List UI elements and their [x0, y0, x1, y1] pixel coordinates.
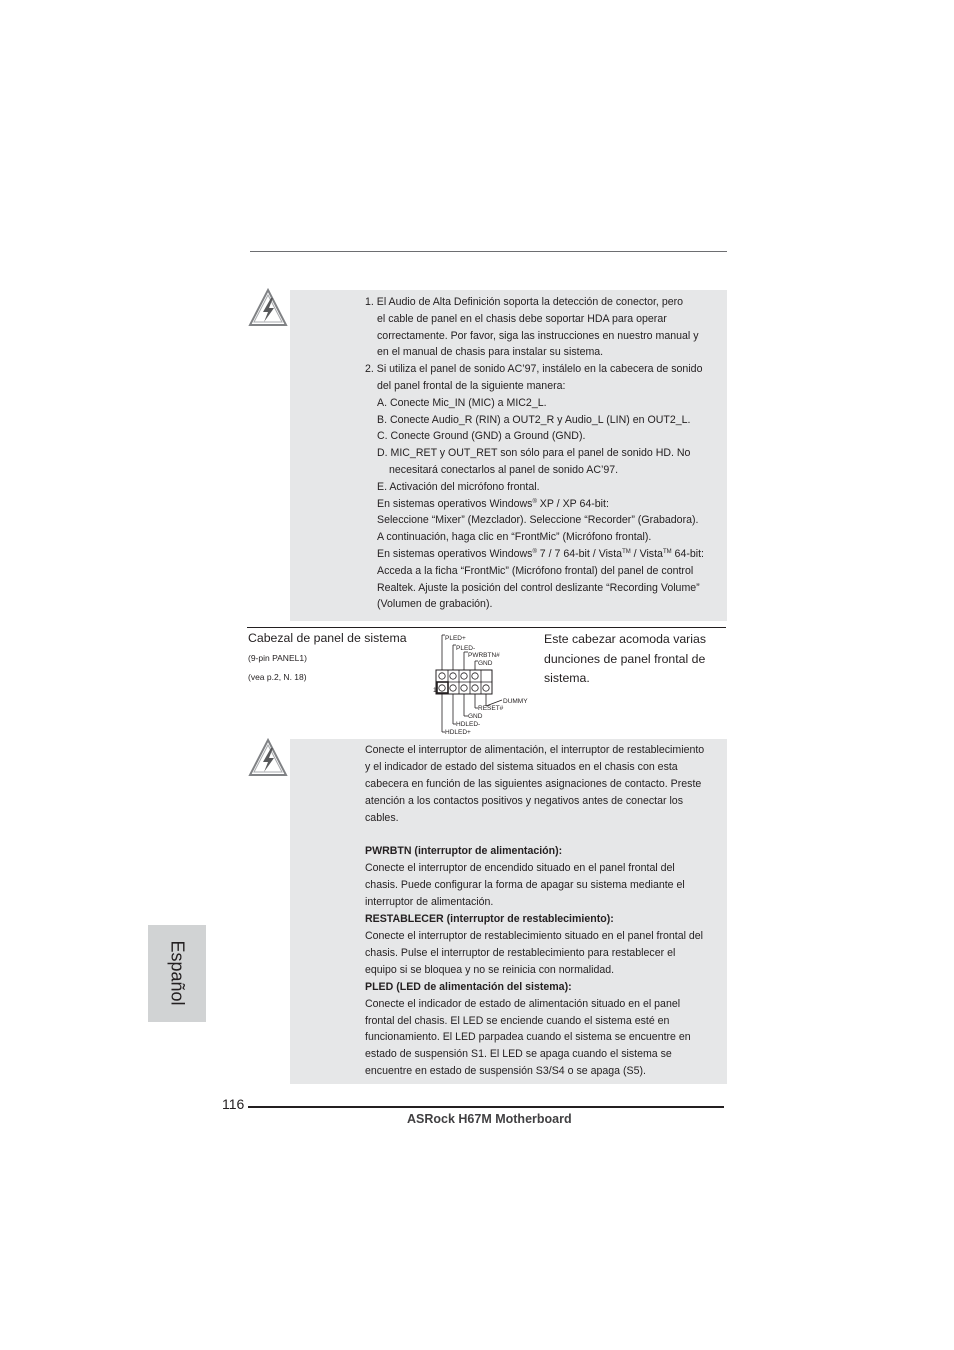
pin-label-hdled-minus: HDLED-: [456, 721, 481, 728]
pin-label-dummy: DUMMY: [503, 698, 528, 705]
note-line: encuentre en estado de suspensión S3/S4 o se apaga (S5).: [365, 1065, 646, 1078]
note-line: Conecte el indicador de estado de alimentación situado en el panel: [365, 997, 681, 1010]
note-line: en el manual de chasis para instalar su sistema.: [377, 346, 604, 359]
win7-mid: 7 / 7 64-bit / Vista: [536, 547, 623, 560]
win-xp-line: [365, 496, 725, 513]
note-line: D. MIC_RET y OUT_RET son sólo para el panel de sonido HD. No: [377, 447, 691, 460]
note-line: Conecte el interruptor de restablecimiento situado en el panel frontal del: [365, 929, 704, 942]
pin-label-gnd-top: GND: [478, 660, 493, 667]
win7-prefix: En sistemas operativos Windows: [377, 547, 533, 560]
note-line: del panel frontal de la siguiente manera:: [377, 379, 566, 392]
pin-label-pwrbtn: PWRBTN#: [468, 652, 500, 659]
note-line: cabecera en función de las siguientes asignaciones de contacto. Preste: [365, 777, 702, 790]
section-rule: [247, 627, 726, 628]
note-line: atención a los contactos positivos y negativos antes de conectar los: [365, 794, 683, 807]
note-line: y el indicador de estado del sistema situados en el chasis con esta: [365, 760, 678, 773]
note-line: chasis. Puede configurar la forma de apagar su sistema mediante el: [365, 879, 685, 892]
trademark-mark: TM: [662, 548, 672, 555]
note-line: Conecte el interruptor de encendido situado en el panel frontal del: [365, 862, 675, 875]
audio-note-text: [365, 294, 725, 613]
trademark-mark: TM: [622, 548, 631, 555]
top-rule: [250, 251, 727, 252]
note-line: necesitará conectarlos al panel de sonido AC’97.: [389, 463, 619, 476]
reset-title: RESTABLECER (interruptor de restablecimiento):: [365, 913, 614, 926]
warning-icon: [248, 288, 288, 328]
win7-line: [365, 546, 725, 563]
note-line: estado de suspensión S1. El LED se apaga cuando el sistema se: [365, 1048, 672, 1061]
header-title: Cabezal de panel de sistema: [248, 631, 407, 645]
language-label: Español: [167, 940, 188, 1006]
note-line: el cable de panel en el chasis debe soportar HDA para operar: [377, 312, 667, 325]
note-line: A. Conecte Mic_IN (MIC) a MIC2_L.: [377, 396, 547, 409]
warning-icon: [248, 738, 288, 778]
page-number: 116: [222, 1096, 245, 1112]
panel-note-text: [365, 742, 727, 1080]
win-xp-suffix: XP / XP 64-bit:: [536, 497, 609, 510]
note-line: E. Activación del micrófono frontal.: [377, 480, 540, 493]
win7-mid2: / Vista: [630, 547, 663, 560]
pin-label-gnd-bottom: GND: [468, 713, 483, 720]
panel-note-box: [290, 739, 727, 1084]
audio-note-box: [290, 290, 727, 621]
note-line: Acceda a la ficha “FrontMic” (Micrófono frontal) del panel de control: [377, 564, 694, 577]
see-label: (vea p.2, N. 18): [248, 672, 307, 682]
footer-product: ASRock H67M Motherboard: [407, 1112, 572, 1126]
footer-rule: [248, 1106, 724, 1108]
note-line: correctamente. Por favor, siga las instrucciones en nuestro manual y: [377, 329, 699, 342]
pin-label-pled-minus: PLED-: [456, 645, 476, 652]
note-line: 1. El Audio de Alta Definición soporta la detección de conector, pero: [365, 296, 684, 308]
note-line: interruptor de alimentación.: [365, 896, 494, 909]
header-description: Este cabezar acomoda varias dunciones de panel frontal de sistema.: [544, 632, 706, 685]
pin-label-reset: RESET#: [478, 705, 504, 712]
note-line: Conecte el interruptor de alimentación, el interruptor de restablecimiento: [365, 744, 705, 756]
pin-label: (9-pin PANEL1): [248, 653, 307, 663]
pwrbtn-title: PWRBTN (interruptor de alimentación):: [365, 845, 563, 858]
language-side-tab: [148, 925, 206, 1022]
panel-header-diagram: [432, 632, 528, 736]
note-line: Realtek. Ajuste la posición del control deslizante “Recording Volume”: [377, 581, 700, 594]
note-line: Seleccione “Mixer” (Mezclador). Seleccione “Recorder” (Grabadora).: [377, 514, 699, 527]
note-line: A continuación, haga clic en “FrontMic” (Micrófono frontal).: [377, 531, 652, 544]
note-line: cables.: [365, 811, 399, 824]
win-xp-prefix: En sistemas operativos Windows: [377, 497, 533, 510]
pin-one-label: 1: [433, 687, 437, 694]
registered-mark: ®: [532, 498, 537, 505]
note-line: equipo si se bloquea y no se reinicia con normalidad.: [365, 963, 615, 976]
note-line: B. Conecte Audio_R (RIN) a OUT2_R y Audio_L (LIN) en OUT2_L.: [377, 413, 691, 426]
pin-label-pled-plus: PLED+: [445, 635, 466, 642]
note-line: chasis. Pulse el interruptor de restablecimiento para restablecer el: [365, 946, 676, 959]
note-line: C. Conecte Ground (GND) a Ground (GND).: [377, 430, 586, 443]
win7-suffix: 64-bit:: [671, 547, 704, 560]
note-line: 2. Si utiliza el panel de sonido AC’97, instálelo en la cabecera de sonido: [365, 363, 703, 376]
note-line: funcionamiento. El LED parpadea cuando el sistema se encuentre en: [365, 1031, 691, 1044]
note-line: (Volumen de grabación).: [377, 598, 493, 611]
pin-label-hdled-plus: HDLED+: [445, 729, 471, 736]
spacer: [365, 827, 727, 844]
registered-mark: ®: [532, 548, 537, 555]
pled-title: PLED (LED de alimentación del sistema):: [365, 980, 572, 993]
note-line: frontal del chasis. El LED se enciende cuando el sistema esté en: [365, 1014, 670, 1027]
